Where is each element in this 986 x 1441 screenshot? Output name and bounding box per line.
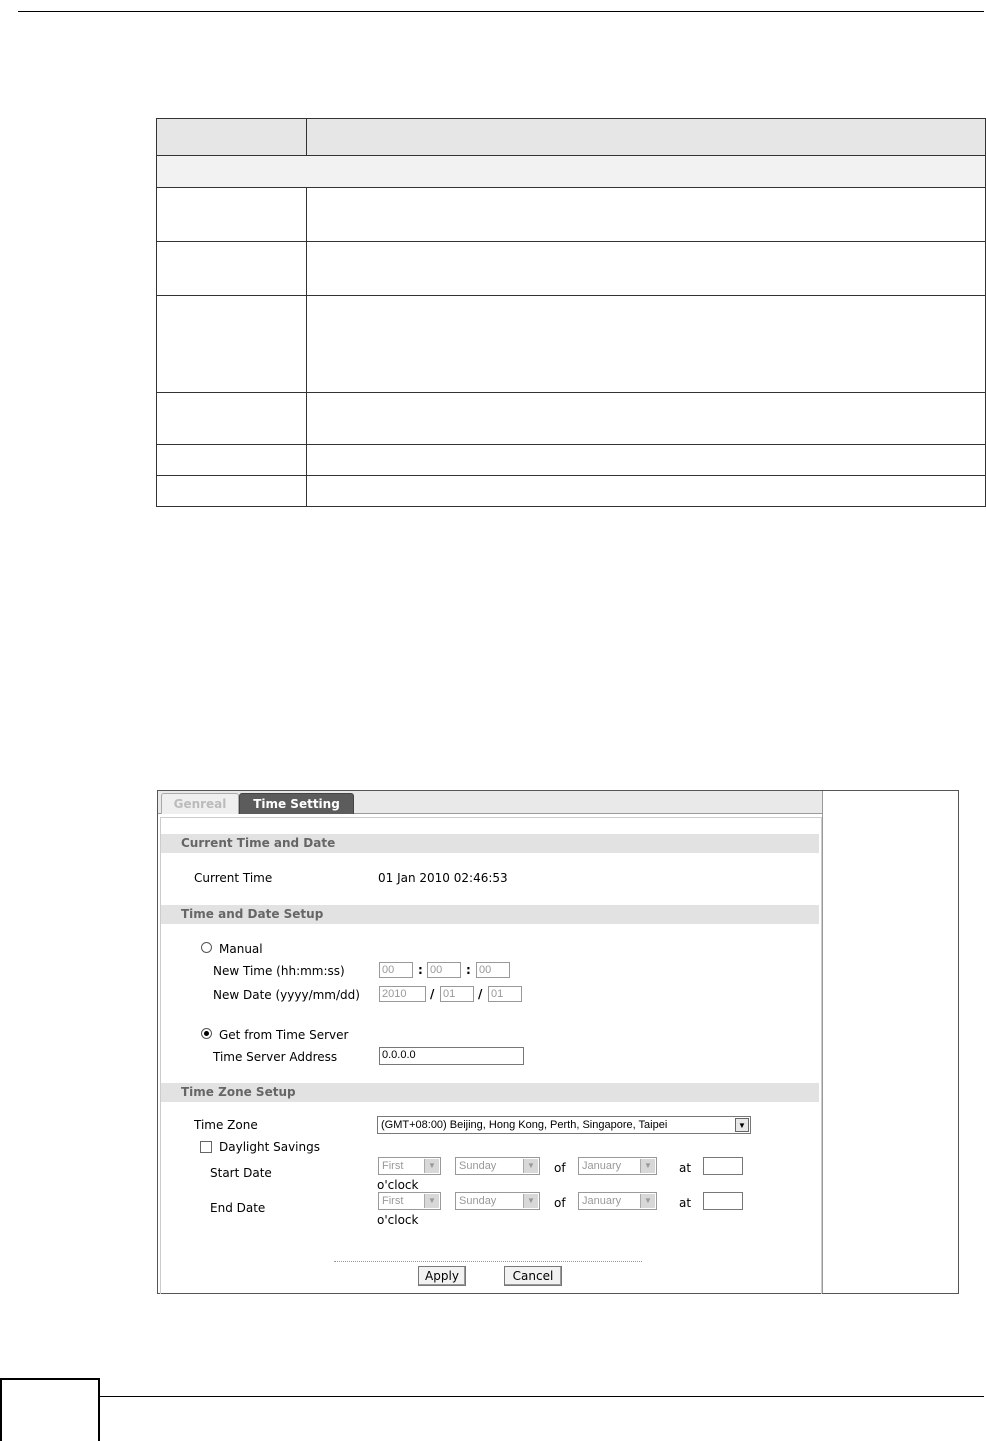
new-time-label: New Time (hh:mm:ss) (213, 964, 345, 978)
end-date-label: End Date (210, 1201, 266, 1215)
at-label: at (679, 1161, 692, 1175)
end-month-value: January (582, 1195, 622, 1207)
start-date-label: Start Date (210, 1166, 272, 1180)
new-time-hour-input[interactable]: 00 (379, 962, 413, 978)
chevron-down-icon[interactable]: ▼ (424, 1159, 439, 1173)
chevron-down-icon[interactable]: ▼ (523, 1194, 538, 1208)
section-time-date-setup: Time and Date Setup (161, 905, 819, 924)
table-row (157, 296, 986, 393)
oclock-label: o'clock (377, 1213, 419, 1227)
start-week-select[interactable] (378, 1157, 441, 1175)
time-separator: : (466, 963, 471, 977)
server-address-label: Time Server Address (213, 1050, 338, 1064)
table-section-row (157, 156, 986, 188)
start-month-value: January (582, 1160, 622, 1172)
manual-label: Manual (219, 942, 263, 956)
time-zone-label: Time Zone (194, 1118, 258, 1132)
end-day-value: Sunday (459, 1195, 497, 1207)
chevron-down-icon[interactable]: ▼ (735, 1118, 749, 1132)
page-number-box (0, 1378, 100, 1441)
get-from-server-radio[interactable] (201, 1028, 212, 1039)
table-header-row (157, 119, 986, 156)
chevron-down-icon[interactable]: ▼ (424, 1194, 439, 1208)
table-row (157, 188, 986, 242)
new-time-minute-input[interactable]: 00 (427, 962, 461, 978)
new-date-label: New Date (yyyy/mm/dd) (213, 988, 360, 1002)
new-date-day-input[interactable]: 01 (488, 986, 522, 1002)
daylight-savings-label: Daylight Savings (219, 1140, 320, 1154)
table-row (157, 445, 986, 476)
footer-rule (100, 1396, 984, 1397)
tab-general[interactable]: Genreal (161, 793, 239, 814)
section-time-zone-setup: Time Zone Setup (161, 1083, 819, 1102)
tab-time-setting[interactable]: Time Setting (239, 793, 354, 814)
date-separator: / (430, 987, 435, 1001)
current-time-label: Current Time (194, 871, 273, 885)
manual-radio[interactable] (201, 942, 212, 953)
current-time-value: 01 Jan 2010 02:46:53 (378, 871, 508, 885)
start-day-select[interactable] (455, 1157, 540, 1175)
button-divider (334, 1261, 642, 1262)
start-week-value: First (382, 1160, 404, 1172)
time-zone-select[interactable] (377, 1116, 751, 1134)
end-hour-input[interactable] (703, 1192, 743, 1210)
end-week-value: First (382, 1195, 404, 1207)
start-hour-input[interactable] (703, 1157, 743, 1175)
field-description-table (156, 118, 986, 507)
server-address-input[interactable]: 0.0.0.0 (379, 1047, 524, 1065)
new-date-month-input[interactable]: 01 (440, 986, 474, 1002)
of-label: of (554, 1161, 566, 1175)
date-separator: / (478, 987, 483, 1001)
end-month-select[interactable] (578, 1192, 657, 1210)
start-day-value: Sunday (459, 1160, 497, 1172)
chevron-down-icon[interactable]: ▼ (640, 1194, 655, 1208)
header-rule (18, 11, 984, 12)
section-current-time: Current Time and Date (161, 834, 819, 853)
time-separator: : (418, 963, 423, 977)
time-zone-selected-value: (GMT+08:00) Beijing, Hong Kong, Perth, Singapore, Taipei (381, 1119, 668, 1131)
table-row (157, 476, 986, 507)
apply-button[interactable]: Apply (418, 1266, 466, 1286)
at-label: at (679, 1196, 692, 1210)
time-setting-screenshot (157, 790, 959, 1294)
get-from-server-label: Get from Time Server (219, 1028, 349, 1042)
cancel-button[interactable]: Cancel (504, 1266, 562, 1286)
tab-bar (158, 791, 822, 814)
oclock-label: o'clock (377, 1178, 419, 1192)
end-week-select[interactable] (378, 1192, 441, 1210)
new-date-year-input[interactable]: 2010 (379, 986, 426, 1002)
daylight-savings-checkbox[interactable] (200, 1141, 212, 1153)
start-month-select[interactable] (578, 1157, 657, 1175)
of-label: of (554, 1196, 566, 1210)
end-day-select[interactable] (455, 1192, 540, 1210)
chevron-down-icon[interactable]: ▼ (640, 1159, 655, 1173)
table-row (157, 393, 986, 445)
time-setting-screen (158, 791, 823, 1293)
chevron-down-icon[interactable]: ▼ (523, 1159, 538, 1173)
new-time-second-input[interactable]: 00 (476, 962, 510, 978)
table-row (157, 242, 986, 296)
